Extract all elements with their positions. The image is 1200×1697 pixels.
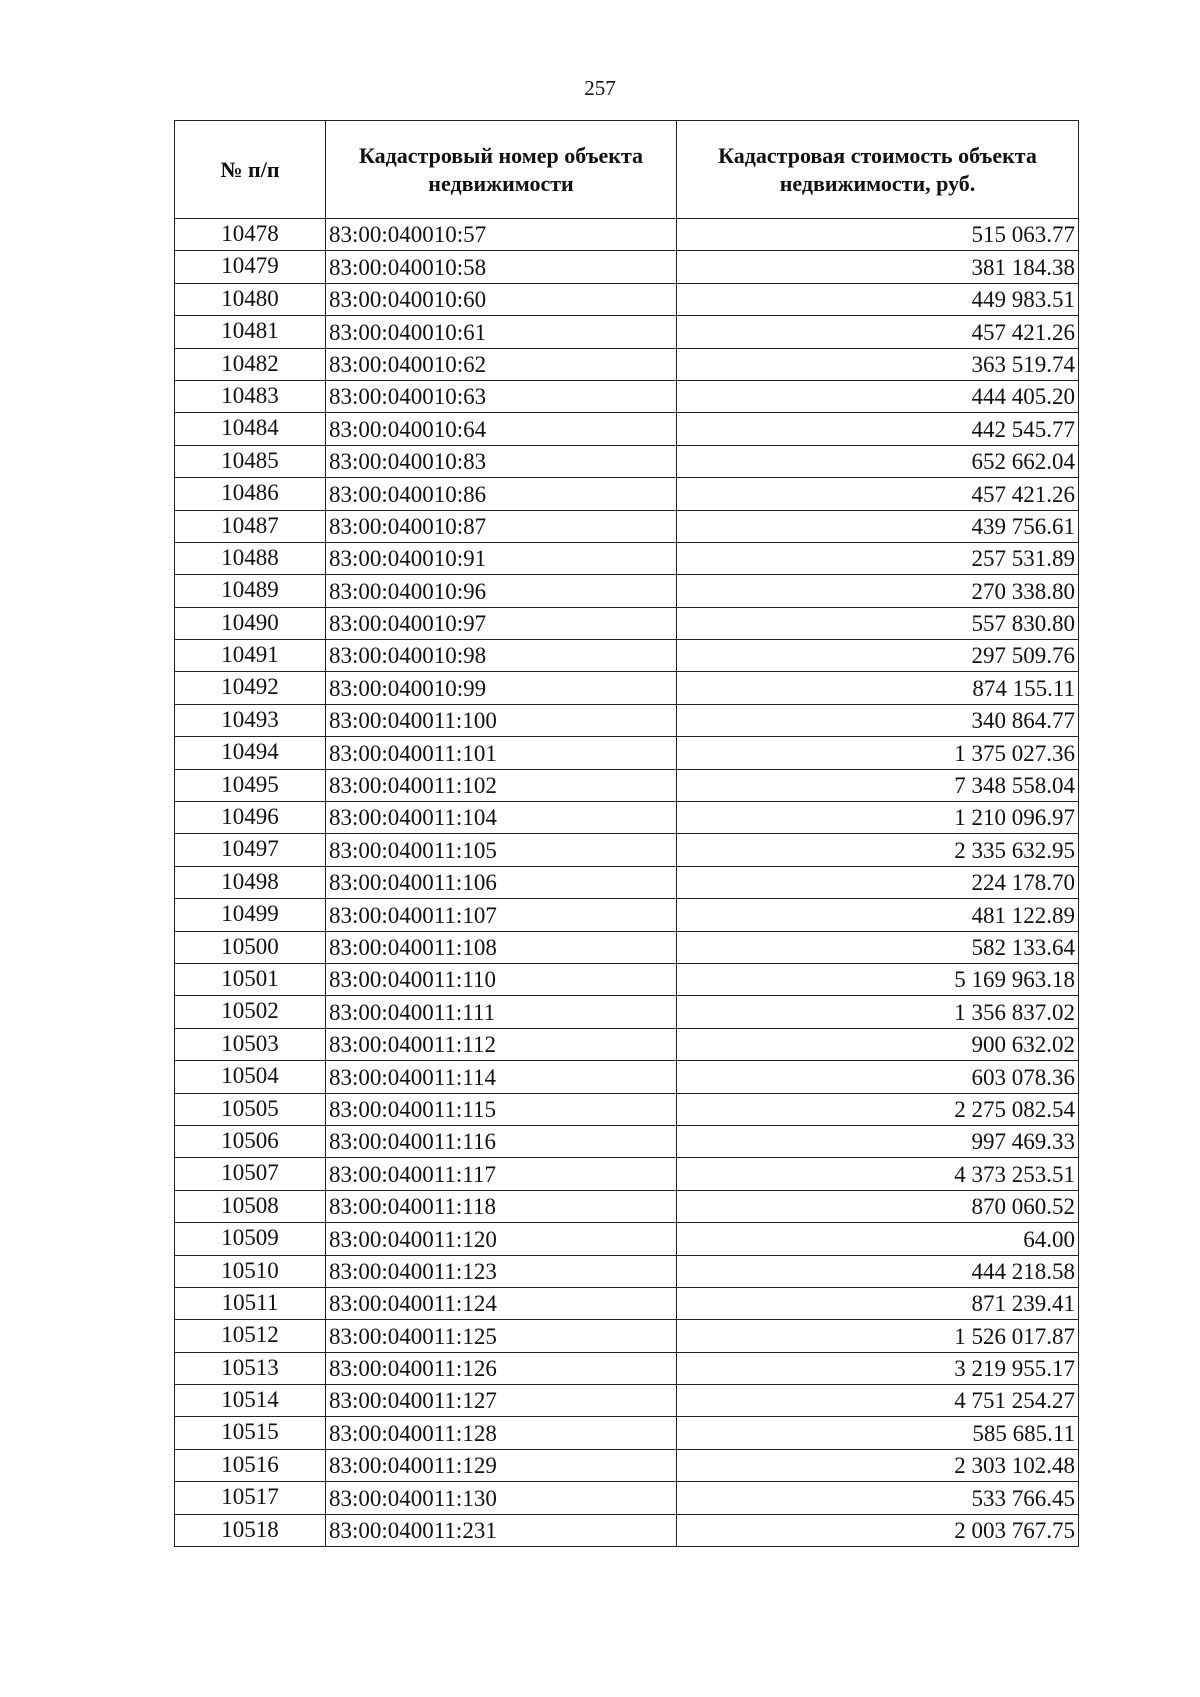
table-row <box>175 607 1079 639</box>
cadastral-value-cell: 481 122.89 <box>677 899 1079 931</box>
table-row <box>175 802 1079 834</box>
cadastral-value-cell: 444 405.20 <box>677 380 1079 412</box>
cadastral-number-cell: 83:00:040010:86 <box>326 478 677 510</box>
table-row <box>175 1449 1079 1481</box>
cadastral-number-cell: 83:00:040011:108 <box>326 931 677 963</box>
row-number-cell: 10500 <box>175 931 326 963</box>
row-number-cell: 10479 <box>175 251 326 283</box>
cadastral-number-cell: 83:00:040010:87 <box>326 510 677 542</box>
cadastral-value-cell: 3 219 955.17 <box>677 1352 1079 1384</box>
row-number-cell: 10506 <box>175 1125 326 1157</box>
row-number-cell: 10485 <box>175 445 326 477</box>
cadastral-value-cell: 603 078.36 <box>677 1061 1079 1093</box>
cadastral-number-cell: 83:00:040011:106 <box>326 866 677 898</box>
table-row <box>175 963 1079 995</box>
table-row <box>175 542 1079 574</box>
row-number-cell: 10515 <box>175 1417 326 1449</box>
table-row <box>175 283 1079 315</box>
cadastral-number-cell: 83:00:040010:63 <box>326 380 677 412</box>
row-number-cell: 10505 <box>175 1093 326 1125</box>
cadastral-value-cell: 340 864.77 <box>677 704 1079 736</box>
row-number-cell: 10491 <box>175 640 326 672</box>
cadastral-value-cell: 449 983.51 <box>677 283 1079 315</box>
cadastral-value-cell: 870 060.52 <box>677 1190 1079 1222</box>
row-number-cell: 10513 <box>175 1352 326 1384</box>
table-row <box>175 769 1079 801</box>
table-row <box>175 251 1079 283</box>
cadastral-value-cell: 7 348 558.04 <box>677 769 1079 801</box>
table-row <box>175 737 1079 769</box>
cadastral-number-cell: 83:00:040011:105 <box>326 834 677 866</box>
row-number-cell: 10498 <box>175 866 326 898</box>
table-row <box>175 1190 1079 1222</box>
table-row <box>175 316 1079 348</box>
cadastral-value-cell: 582 133.64 <box>677 931 1079 963</box>
table-row <box>175 866 1079 898</box>
cadastral-number-cell: 83:00:040011:110 <box>326 963 677 995</box>
row-number-cell: 10481 <box>175 316 326 348</box>
cadastral-value-cell: 363 519.74 <box>677 348 1079 380</box>
cadastral-value-cell: 381 184.38 <box>677 251 1079 283</box>
cadastral-value-cell: 257 531.89 <box>677 542 1079 574</box>
cadastral-number-cell: 83:00:040011:112 <box>326 1028 677 1060</box>
cadastral-number-cell: 83:00:040011:102 <box>326 769 677 801</box>
table-row <box>175 672 1079 704</box>
cadastral-number-cell: 83:00:040011:117 <box>326 1158 677 1190</box>
cadastral-value-cell: 2 275 082.54 <box>677 1093 1079 1125</box>
cadastral-value-cell: 457 421.26 <box>677 478 1079 510</box>
table-row <box>175 575 1079 607</box>
cadastral-value-cell: 871 239.41 <box>677 1287 1079 1319</box>
table-row <box>175 1417 1079 1449</box>
table-header-row <box>175 121 1079 219</box>
cadastral-value-cell: 585 685.11 <box>677 1417 1079 1449</box>
table-row <box>175 1158 1079 1190</box>
cadastral-number-cell: 83:00:040011:129 <box>326 1449 677 1481</box>
cadastral-value-cell: 1 526 017.87 <box>677 1320 1079 1352</box>
cadastral-number-cell: 83:00:040011:126 <box>326 1352 677 1384</box>
row-number-cell: 10487 <box>175 510 326 542</box>
cadastral-value-cell: 1 356 837.02 <box>677 996 1079 1028</box>
cadastral-value-cell: 1 210 096.97 <box>677 802 1079 834</box>
row-number-cell: 10484 <box>175 413 326 445</box>
cadastral-number-cell: 83:00:040011:107 <box>326 899 677 931</box>
cadastral-number-cell: 83:00:040010:60 <box>326 283 677 315</box>
table-row <box>175 1125 1079 1157</box>
table-row <box>175 1514 1079 1546</box>
cadastral-value-cell: 652 662.04 <box>677 445 1079 477</box>
row-number-cell: 10508 <box>175 1190 326 1222</box>
cadastral-number-cell: 83:00:040010:83 <box>326 445 677 477</box>
header-cadastral-value: Кадастровая стоимость объекта недвижимости, руб. <box>677 121 1079 219</box>
cadastral-number-cell: 83:00:040010:96 <box>326 575 677 607</box>
row-number-cell: 10503 <box>175 1028 326 1060</box>
row-number-cell: 10502 <box>175 996 326 1028</box>
cadastral-value-cell: 5 169 963.18 <box>677 963 1079 995</box>
cadastral-value-cell: 2 335 632.95 <box>677 834 1079 866</box>
table-row <box>175 1093 1079 1125</box>
row-number-cell: 10493 <box>175 704 326 736</box>
row-number-cell: 10517 <box>175 1482 326 1514</box>
row-number-cell: 10507 <box>175 1158 326 1190</box>
cadastral-value-cell: 64.00 <box>677 1223 1079 1255</box>
row-number-cell: 10495 <box>175 769 326 801</box>
cadastral-number-cell: 83:00:040010:58 <box>326 251 677 283</box>
cadastral-number-cell: 83:00:040010:57 <box>326 219 677 251</box>
cadastral-value-cell: 2 303 102.48 <box>677 1449 1079 1481</box>
row-number-cell: 10518 <box>175 1514 326 1546</box>
cadastral-number-cell: 83:00:040011:123 <box>326 1255 677 1287</box>
table-row <box>175 413 1079 445</box>
cadastral-number-cell: 83:00:040011:104 <box>326 802 677 834</box>
row-number-cell: 10504 <box>175 1061 326 1093</box>
row-number-cell: 10490 <box>175 607 326 639</box>
table-row <box>175 704 1079 736</box>
row-number-cell: 10497 <box>175 834 326 866</box>
table-row <box>175 478 1079 510</box>
page-number: 257 <box>584 76 616 100</box>
table-row <box>175 1255 1079 1287</box>
table-row <box>175 640 1079 672</box>
cadastral-number-cell: 83:00:040011:115 <box>326 1093 677 1125</box>
table-row <box>175 380 1079 412</box>
header-row-number: № п/п <box>175 121 326 219</box>
cadastral-number-cell: 83:00:040010:99 <box>326 672 677 704</box>
row-number-cell: 10509 <box>175 1223 326 1255</box>
cadastral-number-cell: 83:00:040011:127 <box>326 1385 677 1417</box>
row-number-cell: 10483 <box>175 380 326 412</box>
header-cadastral-number: Кадастровый номер объекта недвижимости <box>326 121 677 219</box>
table-row <box>175 1061 1079 1093</box>
cadastral-number-cell: 83:00:040011:124 <box>326 1287 677 1319</box>
row-number-cell: 10512 <box>175 1320 326 1352</box>
table-row <box>175 1385 1079 1417</box>
table-row <box>175 834 1079 866</box>
cadastral-value-cell: 444 218.58 <box>677 1255 1079 1287</box>
row-number-cell: 10480 <box>175 283 326 315</box>
cadastral-value-cell: 900 632.02 <box>677 1028 1079 1060</box>
table-row <box>175 996 1079 1028</box>
cadastral-value-cell: 457 421.26 <box>677 316 1079 348</box>
cadastral-value-cell: 4 373 253.51 <box>677 1158 1079 1190</box>
cadastral-number-cell: 83:00:040010:98 <box>326 640 677 672</box>
cadastral-number-cell: 83:00:040011:130 <box>326 1482 677 1514</box>
cadastral-value-cell: 1 375 027.36 <box>677 737 1079 769</box>
table-row <box>175 1482 1079 1514</box>
cadastral-number-cell: 83:00:040011:111 <box>326 996 677 1028</box>
table-row <box>175 931 1079 963</box>
row-number-cell: 10492 <box>175 672 326 704</box>
cadastral-number-cell: 83:00:040010:61 <box>326 316 677 348</box>
table-row <box>175 899 1079 931</box>
cadastral-value-cell: 439 756.61 <box>677 510 1079 542</box>
cadastral-number-cell: 83:00:040011:128 <box>326 1417 677 1449</box>
cadastral-number-cell: 83:00:040011:100 <box>326 704 677 736</box>
row-number-cell: 10478 <box>175 219 326 251</box>
table-row <box>175 510 1079 542</box>
row-number-cell: 10510 <box>175 1255 326 1287</box>
cadastral-value-cell: 2 003 767.75 <box>677 1514 1079 1546</box>
cadastral-value-cell: 533 766.45 <box>677 1482 1079 1514</box>
row-number-cell: 10489 <box>175 575 326 607</box>
row-number-cell: 10488 <box>175 542 326 574</box>
cadastral-value-cell: 297 509.76 <box>677 640 1079 672</box>
cadastral-value-cell: 997 469.33 <box>677 1125 1079 1157</box>
cadastral-value-table <box>174 120 1079 1547</box>
row-number-cell: 10486 <box>175 478 326 510</box>
cadastral-value-cell: 515 063.77 <box>677 219 1079 251</box>
cadastral-value-cell: 4 751 254.27 <box>677 1385 1079 1417</box>
cadastral-number-cell: 83:00:040011:118 <box>326 1190 677 1222</box>
cadastral-value-cell: 224 178.70 <box>677 866 1079 898</box>
cadastral-value-cell: 442 545.77 <box>677 413 1079 445</box>
cadastral-number-cell: 83:00:040010:62 <box>326 348 677 380</box>
table-row <box>175 1028 1079 1060</box>
cadastral-number-cell: 83:00:040011:120 <box>326 1223 677 1255</box>
cadastral-number-cell: 83:00:040011:125 <box>326 1320 677 1352</box>
table-row <box>175 1223 1079 1255</box>
cadastral-number-cell: 83:00:040010:91 <box>326 542 677 574</box>
table-row <box>175 445 1079 477</box>
table-row <box>175 219 1079 251</box>
cadastral-value-cell: 557 830.80 <box>677 607 1079 639</box>
row-number-cell: 10482 <box>175 348 326 380</box>
row-number-cell: 10494 <box>175 737 326 769</box>
table-row <box>175 1287 1079 1319</box>
cadastral-number-cell: 83:00:040010:64 <box>326 413 677 445</box>
cadastral-value-cell: 874 155.11 <box>677 672 1079 704</box>
row-number-cell: 10496 <box>175 802 326 834</box>
cadastral-number-cell: 83:00:040010:97 <box>326 607 677 639</box>
cadastral-number-cell: 83:00:040011:116 <box>326 1125 677 1157</box>
row-number-cell: 10516 <box>175 1449 326 1481</box>
row-number-cell: 10499 <box>175 899 326 931</box>
row-number-cell: 10511 <box>175 1287 326 1319</box>
cadastral-number-cell: 83:00:040011:114 <box>326 1061 677 1093</box>
table-body <box>175 219 1079 1547</box>
table-row <box>175 348 1079 380</box>
row-number-cell: 10514 <box>175 1385 326 1417</box>
cadastral-number-cell: 83:00:040011:101 <box>326 737 677 769</box>
table-row <box>175 1320 1079 1352</box>
cadastral-value-cell: 270 338.80 <box>677 575 1079 607</box>
table-row <box>175 1352 1079 1384</box>
cadastral-number-cell: 83:00:040011:231 <box>326 1514 677 1546</box>
row-number-cell: 10501 <box>175 963 326 995</box>
